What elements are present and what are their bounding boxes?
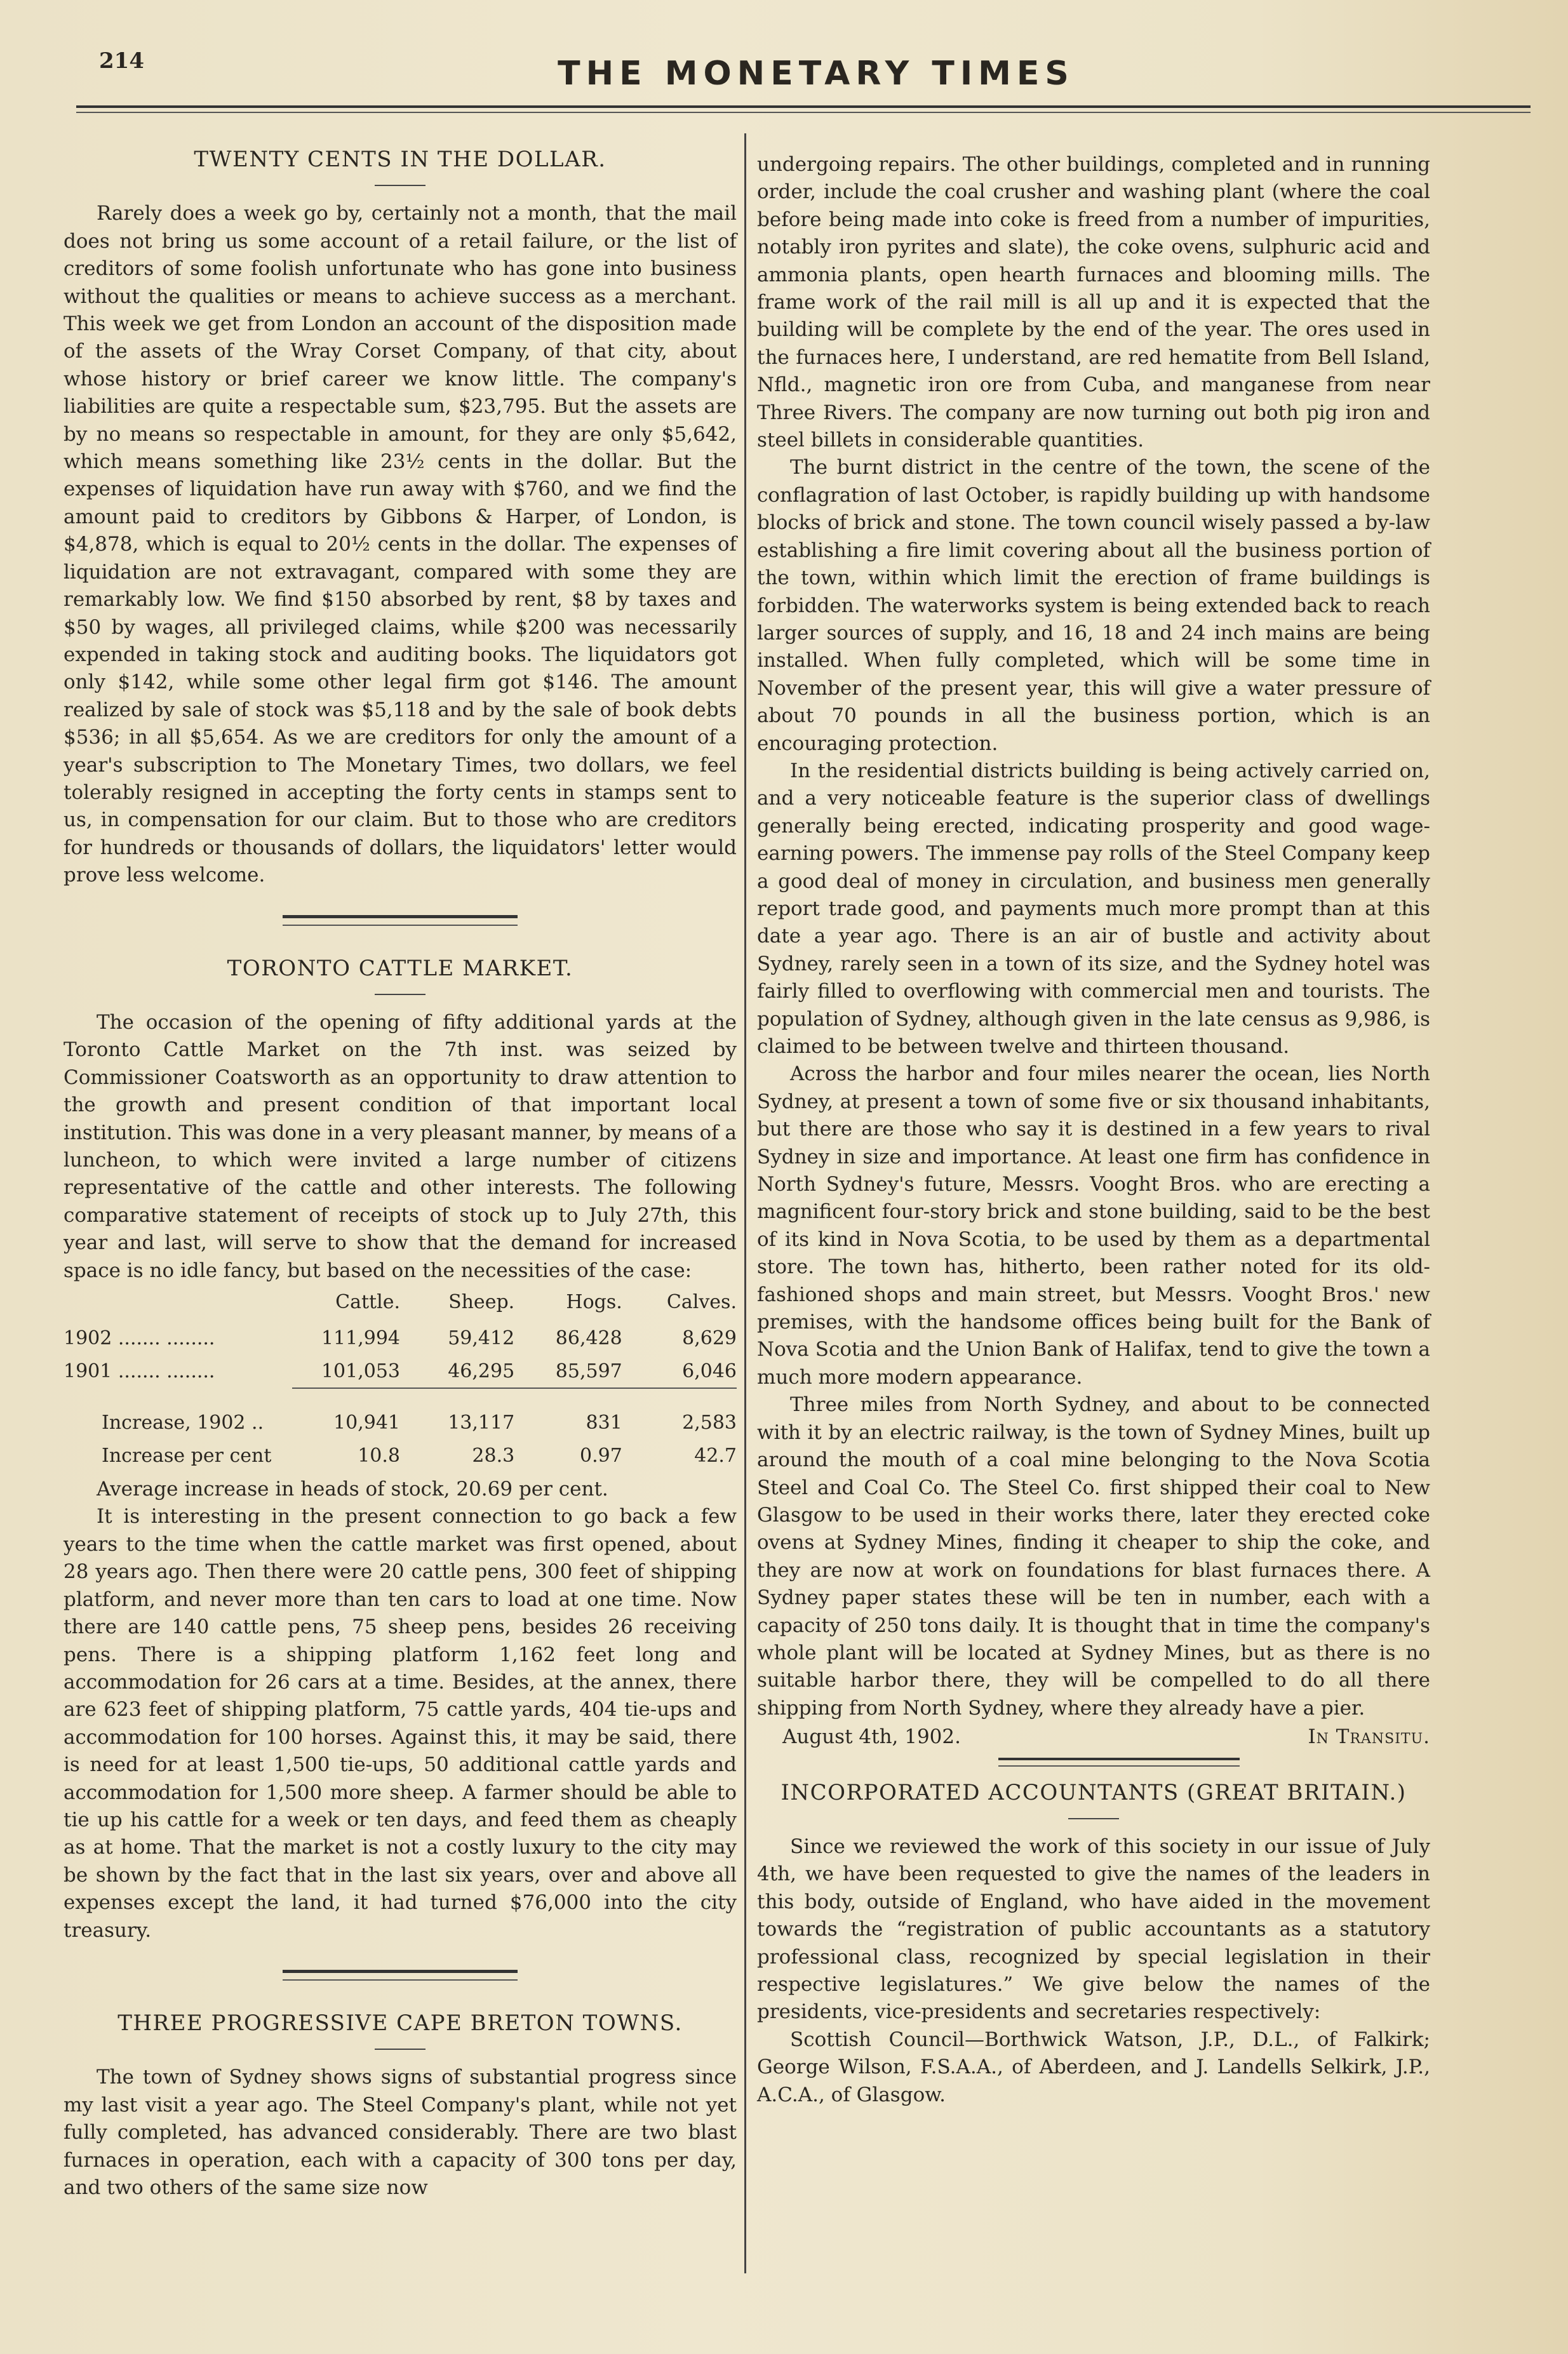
table-header-cell: Calves.: [666, 1291, 737, 1314]
table-cell: 831: [586, 1412, 622, 1434]
table-cell: 42.7: [694, 1444, 737, 1467]
page-header: [95, 46, 1537, 122]
table-cell: 85,597: [555, 1360, 622, 1382]
article-paragraph: Three miles from North Sydney, and about to be connected with it by an electric railway, is the town of Sydney Mines, built up around the mouth of a coal mine belonging to the Nova Scotia Steel and Coal Co. The Steel Co. first shipped their coal to New Glasgow to be used in their works there, later they erected coke ovens at Sydney Mines, finding it cheaper to ship the coke, and they are now at work on foundations for blast furnaces there. A Sydney paper states these will be ten in number, each with a capacity of 250 tons daily. It is thought that in time the company's whole plant will be located at Sydney Mines, but as there is no suitable harbor there, they will be compelled to do all there shipping from North Sydney, where they already have a pier.: [757, 1393, 1430, 1720]
table-sum-rule: [64, 1388, 737, 1407]
author-signature: In Transitu.: [1308, 1725, 1430, 1749]
article-paragraph: In the residential districts building is being actively carried on, and a very noticeable feature is the superior class of dwellings generally being erected, indicating prosperity and good wage-earning powers. The immense pay rolls of the Steel Company keep a good deal of money in circulation, and business men generally report trade good, and payments much more prompt than at this date a year ago. There is an air of bustle and activity about Sydney, rarely seen in a town of its size, and the Sydney hotel was fairly filled to overflowing with commercial men and tourists. The population of Sydney, although given in the late census as 9,986, is claimed to be between twelve and thirteen thousand.: [757, 759, 1430, 1058]
table-cell: 2,583: [682, 1412, 737, 1434]
average-increase-line: Average increase in heads of stock, 20.69 per cent.: [97, 1478, 608, 1501]
table-cell: 46,295: [448, 1360, 515, 1382]
article-title-twenty-cents: TWENTY CENTS IN THE DOLLAR.: [194, 147, 606, 172]
page-number: 214: [99, 48, 144, 74]
article-paragraph-continued: undergoing repairs. The other buildings, completed and in running order, include the coal crusher and washing plant (where the coal before being made into coke is freed from a number of impurities, notably iron pyrites and slate), the coke ovens, sulphuric acid and ammonia plants, open hearth furnaces and blooming mills. The frame work of the rail mill is all up and it is expected that the building will be complete by the end of the year. The ores used in the furnaces here, I understand, are red hematite from Bell Island, Nfld., magnetic iron ore from Cuba, and manganese from near Three Rivers. The company are now turning out both pig iron and steel billets in considerable quantities.: [757, 153, 1430, 452]
column-divider: [744, 133, 746, 2273]
section-divider: [283, 915, 518, 926]
table-cell: 6,046: [682, 1360, 737, 1382]
table-header-cell: Hogs.: [566, 1291, 622, 1314]
title-rule: [375, 2049, 426, 2050]
dateline-signoff: [757, 1723, 1430, 1751]
article-title-accountants: INCORPORATED ACCOUNTANTS (GREAT BRITAIN.): [781, 1779, 1407, 1805]
table-cell: 101,053: [321, 1360, 400, 1382]
table-header-cell: [64, 1287, 292, 1322]
table-cell: 0.97: [579, 1444, 622, 1467]
table-row: [64, 1322, 737, 1354]
table-cell: 10.8: [358, 1444, 400, 1467]
article-paragraph: The town of Sydney shows signs of substantial progress since my last visit a year ago. The Steel Company's plant, while not yet fully completed, has advanced considerably. There are two blast furnaces in operation, each with a capacity of 300 tons per day, and two others of the same size now: [64, 2066, 737, 2199]
article-paragraph: The occasion of the opening of fifty additional yards at the Toronto Cattle Market on the 7th inst. was seized by Commissioner Coatsworth as an opportunity to draw attention to the growth and present condition of that important local institution. This was done in a very pleasant manner, by means of a luncheon, to which were invited a large number of citizens representative of the cattle and other interests. The following comparative statement of receipts of stock up to July 27th, this year and last, will serve to show that the demand for increased space is no idle fancy, but based on the necessities of the case:: [64, 1010, 737, 1282]
article-title-cape-breton: THREE PROGRESSIVE CAPE BRETON TOWNS.: [117, 2010, 683, 2036]
article-paragraph: Across the harbor and four miles nearer the ocean, lies North Sydney, at present a town of some five or six thousand inhabitants, but there are those who say it is destined in a few years to rival Sydney in size and importance. At least one firm has confidence in North Sydney's future, Messrs. Vooght Bros. who are erecting a magnificent four-story brick and stone building, said to be the best of its kind in Nova Scotia, to be used by them as a departmental store. The town has, hitherto, been rather noted for its old-fashioned shops and main street, but Messrs. Vooght Bros.' new premises, with the handsome offices being built for the Bank of Nova Scotia and the Union Bank of Halifax, tend to give the town a much more modern appearance.: [757, 1062, 1430, 1389]
title-rule: [1068, 1818, 1119, 1819]
article-paragraph: It is interesting in the present connection to go back a few years to the time when the cattle market was first opened, about 28 years ago. Then there were 20 cattle pens, 300 feet of shipping platform, and never more than ten cars to load at one time. Now there are 140 cattle pens, 75 sheep pens, besides 26 receiving pens. There is a shipping platform 1,162 feet long and accommodation for 26 cars at a time. Besides, at the annex, there are 623 feet of shipping platform, 75 cattle yards, 404 tie-ups and accommodation for 100 horses. Against this, it may be said, there is need for at least 1,500 tie-ups, 50 additional cattle yards and accommodation for 1,500 more sheep. A farmer should be able to tie up his cattle for a week or ten days, and feed them as cheaply as at home. That the market is not a costly luxury to the city may be shown by the fact that in the last six years, over and above all expenses except the land, it had turned $76,000 into the city treasury.: [64, 1505, 737, 1942]
table-cell: 59,412: [448, 1327, 515, 1350]
left-column: [64, 146, 737, 2202]
table-cell: 1901 ....... ........: [64, 1360, 215, 1383]
table-header-cell: Sheep.: [448, 1291, 515, 1314]
dateline: August 4th, 1902.: [782, 1725, 961, 1749]
title-rule: [375, 994, 426, 995]
section-divider: [283, 1970, 518, 1981]
table-cell: Increase, 1902 ..: [102, 1412, 264, 1434]
article-paragraph: Since we reviewed the work of this society in our issue of July 4th, we have been requested to give the names of the leaders in this body, outside of England, who have aided in the movement towards the “registration of public accountants as a statutory professional class, recognized by special legislation in their respective legislatures.” We give below the names of the presidents, vice-presidents and secretaries respectively:: [757, 1835, 1430, 2024]
table-cell: 8,629: [682, 1327, 737, 1350]
header-rule-thin: [76, 112, 1531, 113]
masthead-title: THE MONETARY TIMES: [558, 55, 1075, 93]
title-rule: [375, 185, 426, 186]
table-header-cell: Cattle.: [335, 1291, 400, 1314]
right-column: [757, 151, 1430, 2109]
article-paragraph: Rarely does a week go by, certainly not a month, that the mail does not bring us some account of a retail failure, or the list of creditors of some foolish unfortunate who has gone into business without the qualities or means to achieve success as a merchant. This week we get from London an account of the disposition made of the assets of the Wray Corset Company, of that city, about whose history or brief career we know little. The company's liabilities are quite a respectable sum, $23,795. But the assets are by no means so respectable in amount, for they are only $5,642, which means something like 23½ cents in the dollar. But the expenses of liquidation have run away with $760, and we find the amount paid to creditors by Gibbons & Harper, of London, is $4,878, which is equal to 20½ cents in the dollar. The expenses of liquidation are not extravagant, compared with some they are remarkably low. We find $150 absorbed by rent, $8 by taxes and $50 by wages, all privileged claims, while $200 was necessarily expended in taking stock and auditing books. The liquidators got only $142, while some other legal firm got $146. The amount realized by sale of stock was $5,118 and by the sale of book debts $536; in all $5,654. As we are creditors for only the amount of a year's subscription to The Monetary Times, two dollars, we feel tolerably resigned in accepting the forty cents in stamps sent to us, in compensation for our claim. But to those who are creditors for hundreds or thousands of dollars, the liquidators' letter would prove less welcome.: [64, 202, 737, 887]
table-cell: 28.3: [472, 1444, 515, 1467]
header-rule-thick: [76, 105, 1531, 108]
table-cell: Increase per cent: [102, 1444, 272, 1467]
table-cell: 1902 ....... ........: [64, 1327, 215, 1350]
section-divider: [998, 1758, 1240, 1767]
table-cell: 111,994: [321, 1327, 400, 1350]
table-cell: 86,428: [555, 1327, 622, 1350]
article-paragraph: Scottish Council—Borthwick Watson, J.P., D.L., of Falkirk; George Wilson, F.S.A.A., of Aberdeen, and J. Landells Selkirk, J.P., A.C.A., of Glasgow.: [757, 2028, 1430, 2106]
article-title-toronto-cattle: TORONTO CATTLE MARKET.: [227, 955, 573, 981]
stock-receipts-table: [64, 1287, 737, 1472]
table-row: [64, 1355, 737, 1388]
table-row: [64, 1407, 737, 1439]
article-paragraph: The burnt district in the centre of the town, the scene of the conflagration of last October, is rapidly building up with handsome blocks of brick and stone. The town council wisely passed a by-law establishing a fire limit covering about all the business portion of the town, within which limit the erection of frame buildings is forbidden. The waterworks system is being extended back to reach larger sources of supply, and 16, 18 and 24 inch mains are being installed. When fully completed, which will be some time in November of the present year, this will give a water pressure of about 70 pounds in all the business portion, which is an encouraging protection.: [757, 456, 1430, 755]
table-cell: 10,941: [333, 1412, 400, 1434]
table-header-row: [64, 1287, 737, 1322]
table-cell: 13,117: [448, 1412, 515, 1434]
table-row: [64, 1440, 737, 1472]
